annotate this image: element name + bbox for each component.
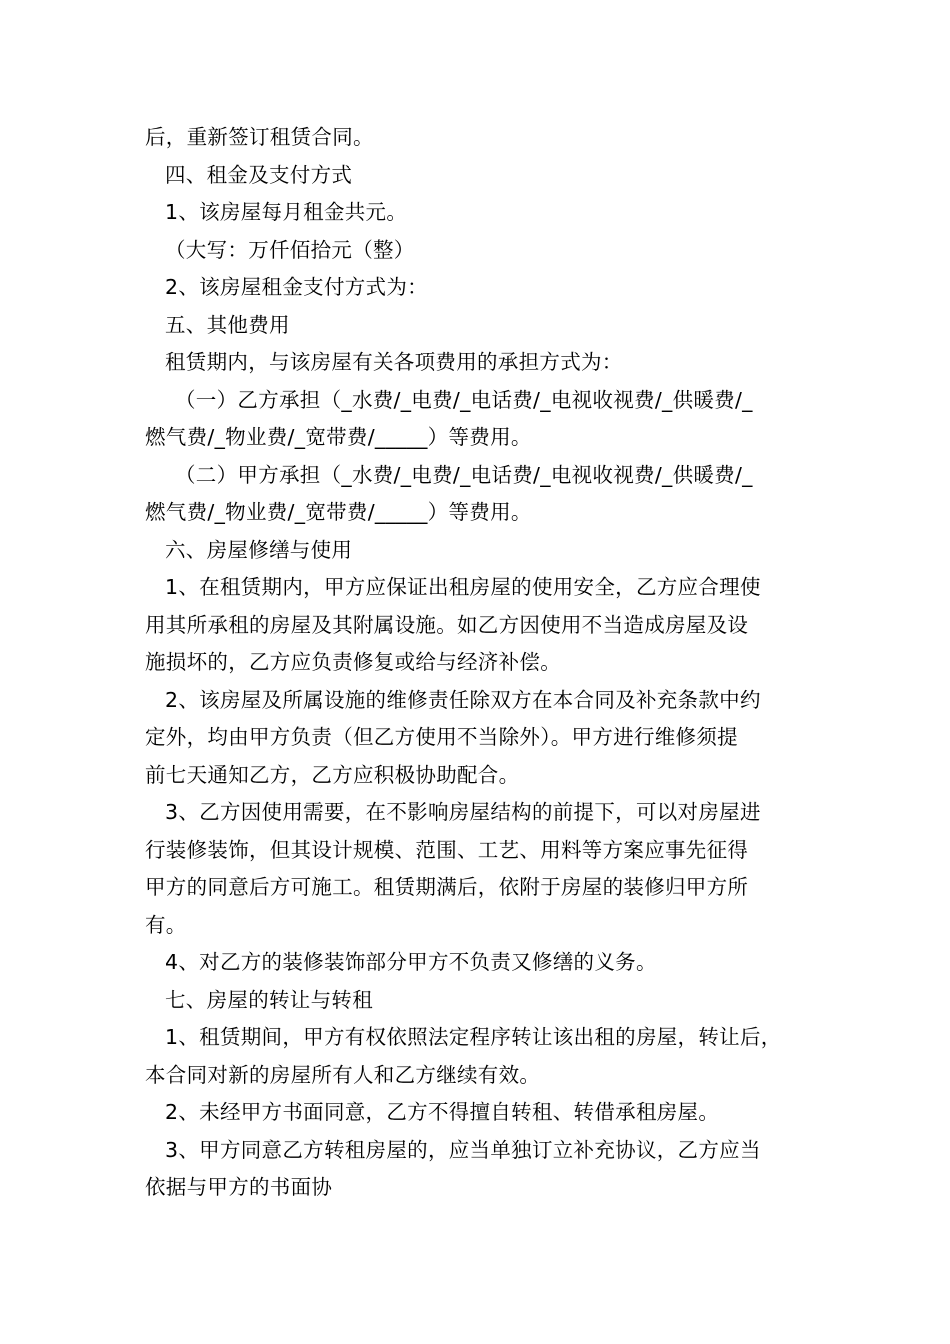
text-line: 甲方的同意后方可施工。租赁期满后，依附于房屋的装修归甲方所: [145, 875, 749, 899]
text-line: 1、租赁期间，甲方有权依照法定程序转让该出租的房屋，转让后，: [165, 1025, 782, 1049]
text-line: 1、该房屋每月租金共元。: [165, 200, 408, 224]
text-line: 燃气费/_物业费/_宽带费/_____）等费用。: [145, 425, 532, 449]
text-line: 依据与甲方的书面协: [145, 1175, 333, 1199]
text-line: 有。: [145, 912, 187, 937]
text-line: 3、乙方因使用需要，在不影响房屋结构的前提下，可以对房屋进: [165, 800, 761, 824]
text-line: （二）甲方承担（_水费/_电费/_电话费/_电视收视费/_供暖费/_: [175, 462, 753, 487]
section-heading: 五、其他费用: [165, 312, 290, 337]
section-heading: 六、房屋修缮与使用: [165, 537, 353, 562]
text-line: 施损坏的，乙方应负责修复或给与经济补偿。: [145, 650, 561, 674]
text-line: 2、该房屋租金支付方式为：: [165, 275, 428, 299]
text-line: 燃气费/_物业费/_宽带费/_____）等费用。: [145, 500, 532, 524]
text-line: （一）乙方承担（_水费/_电费/_电话费/_电视收视费/_供暖费/_: [175, 387, 753, 412]
text-line: 3、甲方同意乙方转租房屋的，应当单独订立补充协议，乙方应当: [165, 1137, 761, 1162]
text-line: 本合同对新的房屋所有人和乙方继续有效。: [145, 1062, 541, 1087]
text-line: 4、对乙方的装修装饰部分甲方不负责又修缮的义务。: [165, 950, 657, 974]
text-line: 前七天通知乙方，乙方应积极协助配合。: [145, 762, 520, 787]
contract-body: [145, 119, 835, 1207]
text-line: 定外，均由甲方负责（但乙方使用不当除外）。甲方进行维修须提: [145, 725, 738, 749]
text-line: 2、未经甲方书面同意，乙方不得擅自转租、转借承租房屋。: [165, 1100, 720, 1124]
text-line: 1、在租赁期内，甲方应保证出租房屋的使用安全，乙方应合理使: [165, 575, 761, 599]
section-heading: 七、房屋的转让与转租: [165, 987, 373, 1012]
text-line: 2、该房屋及所属设施的维修责任除双方在本合同及补充条款中约: [165, 687, 761, 712]
text-line: 用其所承租的房屋及其附属设施。如乙方因使用不当造成房屋及设: [145, 612, 749, 637]
text-line: （大写：万仟佰拾元（整）: [165, 237, 415, 262]
text-line: 租赁期内，与该房屋有关各项费用的承担方式为：: [165, 350, 623, 374]
section-heading: 四、租金及支付方式: [165, 162, 353, 187]
text-line: 行装修装饰，但其设计规模、范围、工艺、用料等方案应事先征得: [145, 837, 749, 862]
text-line: 后，重新签订租赁合同。: [145, 125, 374, 149]
